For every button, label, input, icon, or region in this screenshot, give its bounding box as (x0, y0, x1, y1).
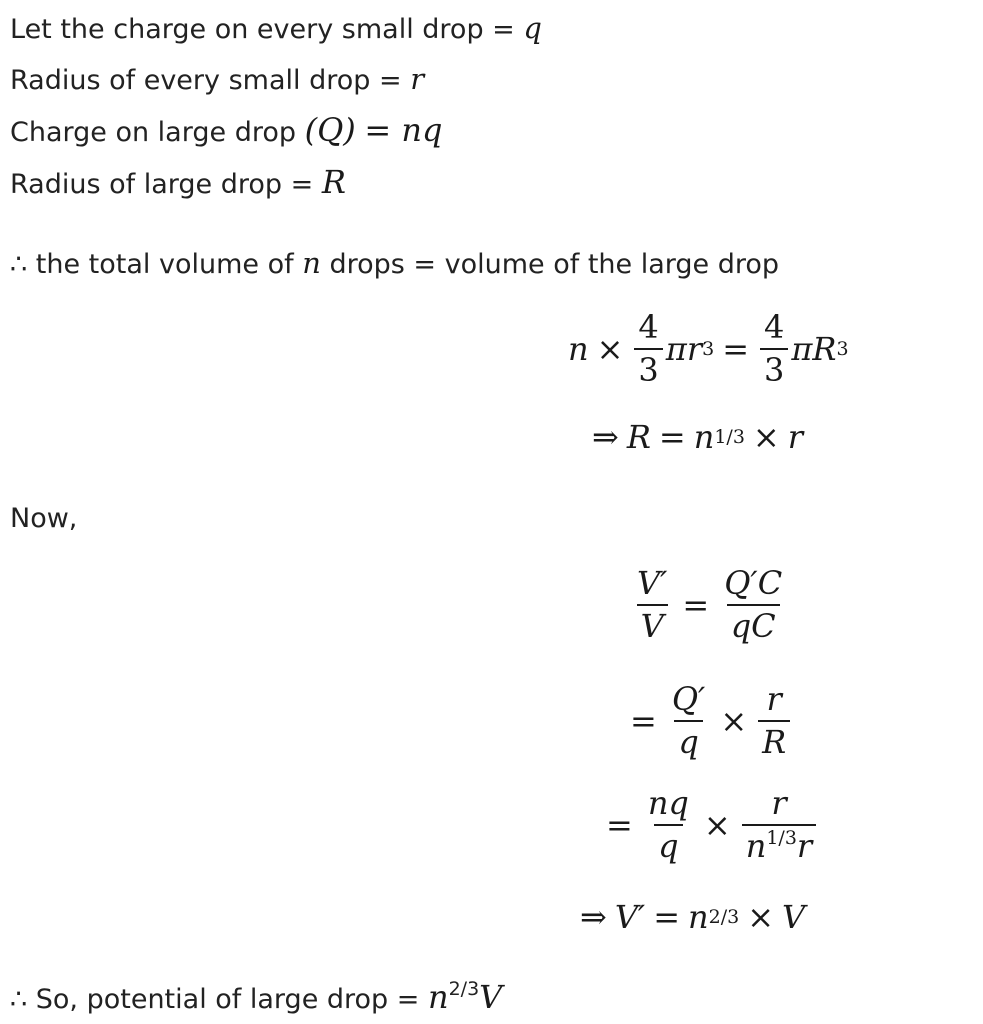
eq6-implies: ⇒ (580, 898, 607, 936)
small-radius-symbol: r (410, 62, 425, 96)
volume-text-a: the total volume of (27, 249, 303, 280)
volume-text-b: drops = volume of the large drop (320, 249, 780, 280)
eq1-fraction (634, 310, 662, 388)
eq1-times: × (596, 330, 624, 369)
conclusion-therefore: ∴ (10, 984, 28, 1015)
eq5-den2-exp: 1/3 (766, 827, 797, 850)
eq3-den: V (637, 604, 668, 644)
eq1-num2: 4 (764, 308, 785, 346)
eq6-n: n (688, 898, 709, 936)
given-large-radius (10, 163, 346, 201)
eq2-equals: = (658, 418, 686, 456)
eq4-den: q (674, 720, 702, 760)
eq5-times: × (703, 806, 731, 845)
eq1-pi-R: πR (791, 330, 837, 369)
eq1-pi-r: πr (665, 330, 703, 369)
eq1-n: n (568, 330, 589, 369)
eq2-r: r (787, 418, 804, 456)
equation-step-3 (598, 786, 819, 864)
large-charge-text: Charge on large drop (10, 117, 305, 148)
eq1-fraction-2 (760, 310, 788, 388)
eq6-equals: = (653, 898, 680, 936)
large-charge-rhs: = nq (364, 111, 443, 149)
conclusion-V: V (479, 978, 503, 1016)
eq6-V: V′ (614, 898, 646, 936)
small-charge-symbol: q (523, 11, 542, 45)
eq5-den2-r: r (796, 827, 813, 866)
eq5-equals: = (606, 806, 633, 845)
eq5-num: nq (647, 784, 689, 822)
eq4-den2: R (758, 720, 790, 760)
therefore-symbol: ∴ (10, 249, 28, 280)
eq3-fraction (633, 566, 671, 644)
eq3-den2: qC (727, 604, 780, 644)
eq5-num2: r (771, 784, 787, 822)
eq2-times: × (752, 418, 780, 456)
eq3-num: V′ (637, 564, 668, 602)
eq2-n: n (693, 418, 715, 456)
equation-radius: ⇒ R = n 1/3 × r (592, 418, 804, 456)
eq4-num: Q′ (671, 680, 706, 718)
eq4-fraction (668, 682, 710, 760)
eq5-den2-n: n (745, 827, 767, 866)
eq1-equals: = (722, 330, 750, 369)
eq4-equals: = (630, 702, 657, 741)
volume-statement (10, 247, 779, 281)
equation-result: ⇒ V′ = n 2/3 × V (580, 898, 806, 936)
eq3-equals: = (682, 586, 710, 625)
eq4-num2: r (766, 680, 782, 718)
eq5-fraction-2 (742, 786, 816, 864)
conclusion-n: n (427, 978, 449, 1016)
conclusion-exp: 2/3 (448, 978, 480, 1000)
large-radius-symbol: R (321, 163, 346, 201)
eq5-den2 (742, 824, 816, 864)
eq2-R: R (626, 418, 651, 456)
volume-var-n: n (302, 246, 321, 280)
eq2-implies: ⇒ (592, 418, 619, 456)
eq1-num: 4 (638, 308, 659, 346)
given-small-radius (10, 63, 424, 97)
eq6-V2: V (782, 898, 806, 936)
given-small-charge (10, 12, 542, 46)
eq5-fraction (644, 786, 693, 864)
given-large-charge (10, 111, 443, 149)
eq3-fraction-2 (720, 566, 786, 644)
eq4-times: × (720, 702, 748, 741)
conclusion-text: So, potential of large drop = (27, 984, 428, 1015)
conclusion-line (10, 978, 503, 1016)
equation-potential-ratio (630, 566, 789, 644)
eq6-times: × (747, 898, 774, 936)
eq4-fraction-2 (758, 682, 790, 760)
equation-volume: n × $\frac{4}{3}$ πr 3 = $\frac{4}{3}$ πR 3 (568, 308, 849, 390)
large-radius-text: Radius of large drop = (10, 169, 322, 200)
small-charge-text: Let the charge on every small drop = (10, 14, 524, 45)
eq5-den: q (654, 824, 682, 864)
eq1-den: 3 (634, 348, 662, 388)
eq3-num2: Q′C (724, 564, 783, 602)
now-label: Now, (10, 503, 78, 534)
small-radius-text: Radius of every small drop = (10, 65, 411, 96)
equation-step-2 (622, 682, 793, 760)
large-charge-lhs: (Q) (304, 111, 356, 149)
eq1-den2: 3 (760, 348, 788, 388)
